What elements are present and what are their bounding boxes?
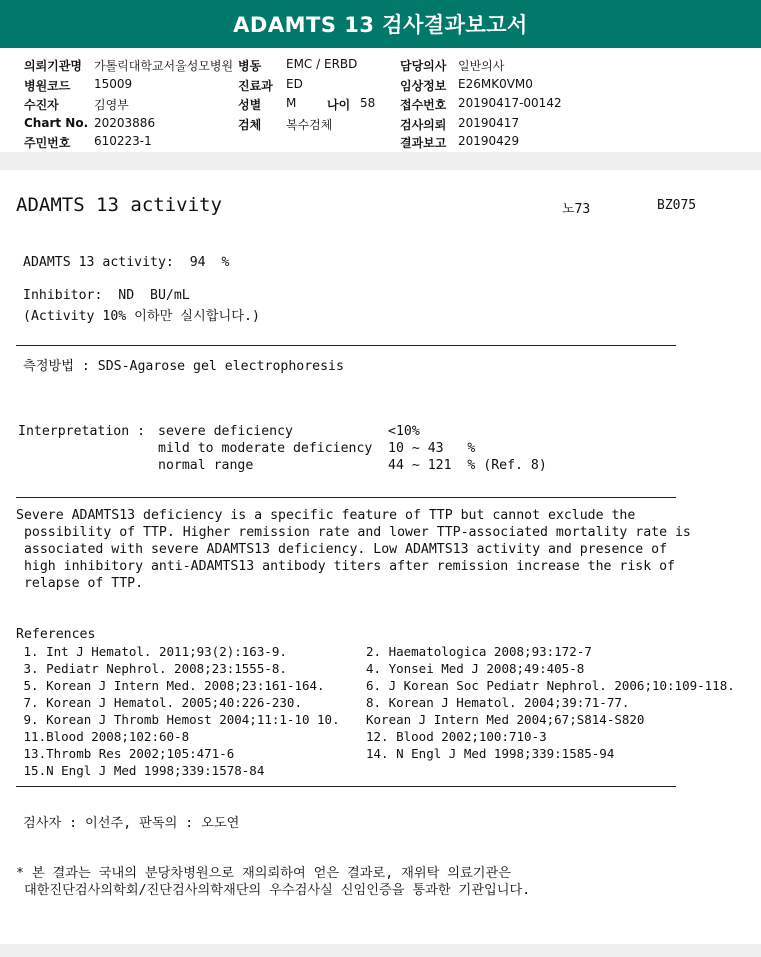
- label-report-date: 결과보고: [400, 136, 447, 150]
- value-clinical-info: E26MK0VM0: [458, 77, 533, 91]
- label-institution: 의뢰기관명: [24, 59, 82, 73]
- reference-left: 13.Thromb Res 2002;105:471-6: [16, 746, 235, 761]
- label-clinical-info: 임상정보: [400, 79, 447, 93]
- comment-line-3: associated with severe ADAMTS13 deficiency. Low ADAMTS13 activity and presence of: [16, 542, 668, 557]
- value-report-date: 20190429: [458, 134, 520, 148]
- report-title: ADAMTS 13 검사결과보고서: [0, 0, 761, 48]
- reference-right: 8. Korean J Hematol. 2004;39:71-77.: [366, 695, 630, 710]
- divider-3: [16, 786, 676, 787]
- patient-info-header: [0, 48, 761, 152]
- value-doctor: 일반의사: [458, 59, 505, 73]
- reference-left: 11.Blood 2008;102:60-8: [16, 729, 190, 744]
- reference-right: Korean J Intern Med 2004;67;S814-S820: [366, 712, 645, 727]
- value-department: ED: [286, 77, 303, 91]
- report-code-2: BZ075: [657, 198, 697, 213]
- value-resident-no: 610223-1: [94, 134, 152, 148]
- label-resident-no: 주민번호: [24, 136, 71, 150]
- reference-left: 7. Korean J Hematol. 2005;40:226-230.: [16, 695, 302, 710]
- divider-2: [16, 497, 676, 498]
- value-hospital-code: 15009: [94, 77, 133, 91]
- label-hospital-code: 병원코드: [24, 79, 71, 93]
- reference-left: 1. Int J Hematol. 2011;93(2):163-9.: [16, 644, 287, 659]
- value-specimen: 복수검체: [286, 118, 333, 132]
- inhibitor-result: Inhibitor: ND BU/mL: [23, 288, 190, 303]
- references-label: References: [16, 627, 96, 642]
- value-sex: M: [286, 96, 297, 110]
- footnote-line-2: 대한진단검사의학회/진단검사의학재단의 우수검사실 신임인증을 통과한 기관입니다.: [16, 883, 531, 898]
- value-patient: 김영부: [94, 98, 129, 112]
- interp-range-mild: 10 ~ 43 %: [388, 441, 476, 456]
- reference-left: 15.N Engl J Med 1998;339:1578-84: [16, 763, 265, 778]
- activity-result: ADAMTS 13 activity: 94 %: [23, 255, 230, 270]
- reference-left: 9. Korean J Thromb Hemost 2004;11:1-10 10.: [16, 712, 340, 727]
- label-department: 진료과: [238, 79, 273, 93]
- label-age: 나이: [327, 98, 351, 112]
- reference-right: 6. J Korean Soc Pediatr Nephrol. 2006;10:109-118.: [366, 678, 735, 693]
- label-chart-no: Chart No.: [24, 116, 89, 130]
- separator-band: [0, 152, 761, 170]
- interp-name-mild: mild to moderate deficiency: [158, 441, 373, 456]
- comment-line-4: high inhibitory anti-ADAMTS13 antibody titers after remission increase the risk of: [16, 559, 675, 574]
- label-ward: 병동: [238, 59, 262, 73]
- label-sex: 성별: [238, 98, 262, 112]
- comment-line-5: relapse of TTP.: [16, 576, 144, 591]
- label-specimen: 검체: [238, 118, 262, 132]
- interp-name-severe: severe deficiency: [158, 424, 293, 439]
- value-institution: 가톨릭대학교서울성모병원: [94, 59, 234, 73]
- interp-range-normal: 44 ~ 121 % (Ref. 8): [388, 458, 547, 473]
- label-doctor: 담당의사: [400, 59, 447, 73]
- bottom-band: [0, 944, 761, 957]
- reference-right: 2. Haematologica 2008;93:172-7: [366, 644, 592, 659]
- footnote-line-1: * 본 결과는 국내의 분당차병원으로 재의뢰하여 얻은 결과로, 재위탁 의료기관은: [16, 866, 511, 881]
- label-request-date: 검사의뢰: [400, 118, 447, 132]
- interp-name-normal: normal range: [158, 458, 254, 473]
- reference-right: 14. N Engl J Med 1998;339:1585-94: [366, 746, 615, 761]
- interp-range-severe: <10%: [388, 424, 420, 439]
- label-receipt-no: 접수번호: [400, 98, 447, 112]
- method-line: 측정방법 : SDS-Agarose gel electrophoresis: [23, 359, 344, 374]
- label-patient: 수진자: [24, 98, 59, 112]
- reference-right: 4. Yonsei Med J 2008;49:405-8: [366, 661, 585, 676]
- examiner-line: 검사자 : 이선주, 판독의 : 오도연: [23, 816, 240, 831]
- value-request-date: 20190417: [458, 116, 520, 130]
- comment-line-1: Severe ADAMTS13 deficiency is a specific feature of TTP but cannot exclude the: [16, 508, 636, 523]
- value-ward: EMC / ERBD: [286, 57, 358, 71]
- divider-1: [16, 345, 676, 346]
- inhibitor-note: (Activity 10% 이하만 실시합니다.): [23, 309, 260, 324]
- comment-line-2: possibility of TTP. Higher remission rate and lower TTP-associated mortality rate is: [16, 525, 691, 540]
- value-chart-no: 20203886: [94, 116, 156, 130]
- report-code-1: 노73: [562, 202, 591, 217]
- reference-left: 5. Korean J Intern Med. 2008;23:161-164.: [16, 678, 325, 693]
- reference-right: 12. Blood 2002;100:710-3: [366, 729, 547, 744]
- reference-left: 3. Pediatr Nephrol. 2008;23:1555-8.: [16, 661, 287, 676]
- value-receipt-no: 20190417-00142: [458, 96, 562, 110]
- value-age: 58: [360, 96, 376, 110]
- test-name: ADAMTS 13 activity: [16, 194, 222, 216]
- interpretation-label: Interpretation :: [18, 424, 146, 439]
